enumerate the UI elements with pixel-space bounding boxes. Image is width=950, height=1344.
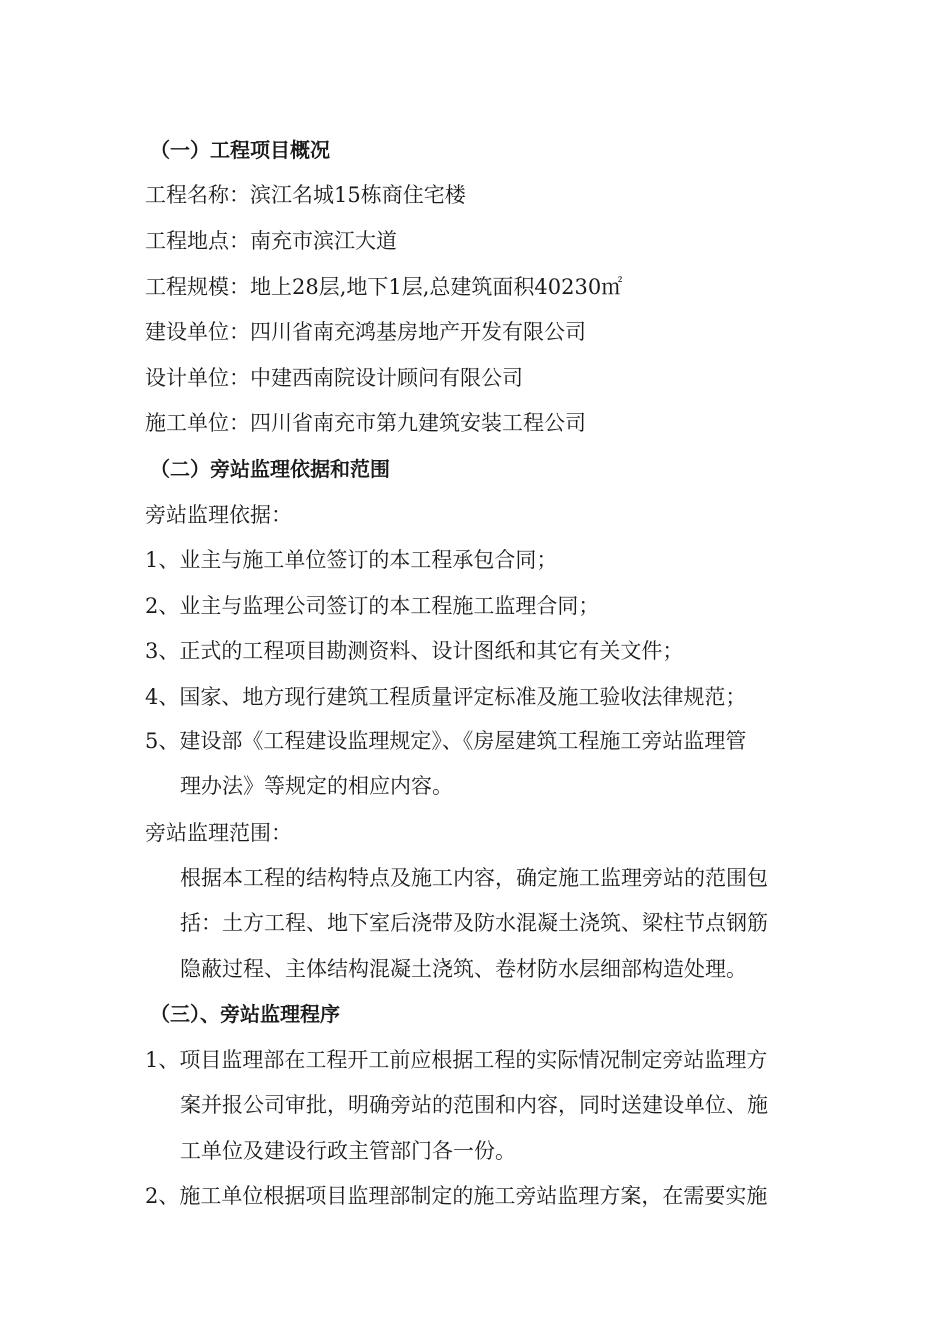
- section-heading-procedure: （三）、旁站监理程序: [150, 1002, 340, 1026]
- basis-item: 2、业主与监理公司签订的本工程施工监理合同；: [145, 594, 600, 618]
- scope-label: 旁站监理范围：: [145, 821, 292, 845]
- scope-paragraph-line: 隐蔽过程、主体结构混凝土浇筑、卷材防水层细部构造处理。: [180, 957, 747, 981]
- procedure-line: 工单位及建设行政主管部门各一份。: [180, 1139, 516, 1163]
- owner-unit-line: 建设单位：四川省南充鸿基房地产开发有限公司: [145, 320, 586, 344]
- section-heading-overview: （一）工程项目概况: [150, 138, 330, 162]
- basis-item: 4、国家、地方现行建筑工程质量评定标准及施工验收法律规范；: [145, 685, 747, 709]
- procedure-line: 案并报公司审批，明确旁站的范围和内容，同时送建设单位、施: [180, 1093, 768, 1117]
- basis-label: 旁站监理依据：: [145, 503, 292, 527]
- basis-item: 1、业主与施工单位签订的本工程承包合同；: [145, 548, 558, 572]
- scope-paragraph-line: 根据本工程的结构特点及施工内容，确定施工监理旁站的范围包: [180, 866, 768, 890]
- basis-item: 5、建设部《工程建设监理规定》、《房屋建筑工程施工旁站监理管: [145, 729, 747, 753]
- design-unit-line: 设计单位：中建西南院设计顾问有限公司: [145, 366, 523, 390]
- basis-item: 3、正式的工程项目勘测资料、设计图纸和其它有关文件；: [145, 639, 684, 663]
- procedure-line: 1、项目监理部在工程开工前应根据工程的实际情况制定旁站监理方: [145, 1048, 768, 1072]
- project-name-line: 工程名称：滨江名城15栋商住宅楼: [145, 183, 466, 207]
- project-scale-line: 工程规模：地上28层,地下1层,总建筑面积40230㎡: [145, 275, 623, 299]
- project-location-line: 工程地点：南充市滨江大道: [145, 229, 397, 253]
- section-heading-basis-scope: （二）旁站监理依据和范围: [150, 457, 390, 481]
- procedure-line: 2、施工单位根据项目监理部制定的施工旁站监理方案，在需要实施: [145, 1184, 768, 1208]
- basis-item-continuation: 理办法》等规定的相应内容。: [180, 774, 453, 798]
- scope-paragraph-line: 括：土方工程、地下室后浇带及防水混凝土浇筑、梁柱节点钢筋: [180, 911, 768, 935]
- construction-unit-line: 施工单位：四川省南充市第九建筑安装工程公司: [145, 411, 586, 435]
